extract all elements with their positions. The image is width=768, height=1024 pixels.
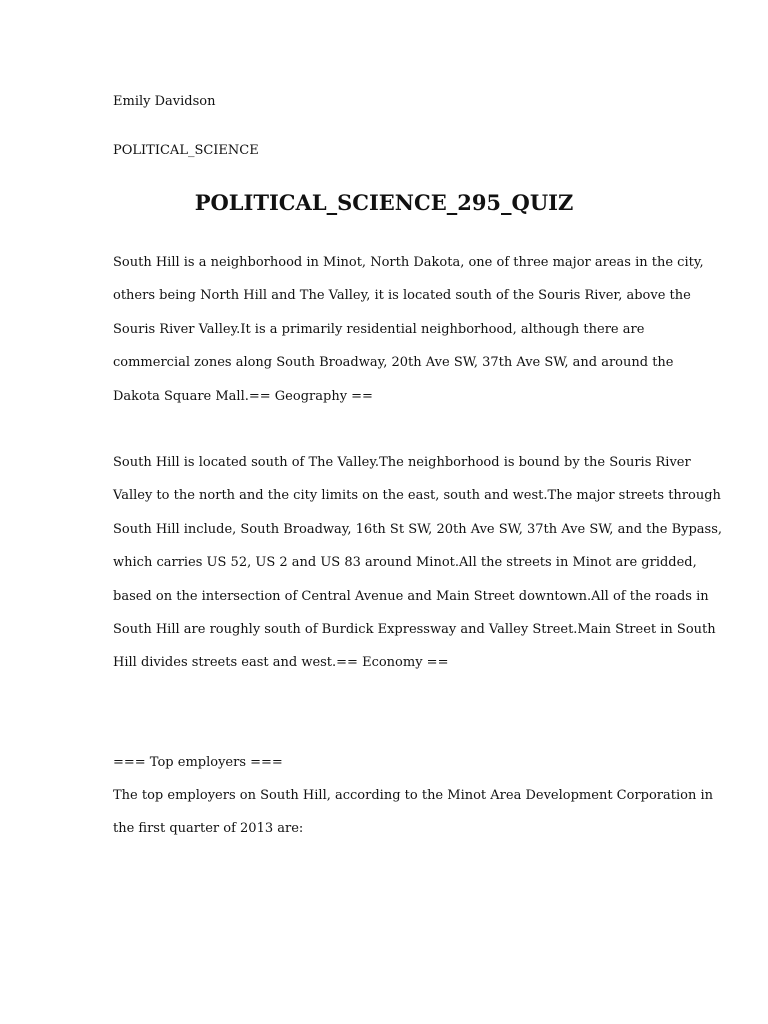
course-name: POLITICAL_SCIENCE [113,143,259,158]
paragraph-top-employers [113,788,714,855]
paragraph-south-hill-intro [113,255,704,422]
text-line: based on the intersection of Central Avenue and Main Street downtown.All of the roads in [113,588,709,604]
text-line: South Hill are roughly south of Burdick Expressway and Valley Street.Main Street in South [113,621,716,637]
text-line: which carries US 52, US 2 and US 83 around Minot.All the streets in Minot are gridded, [113,555,697,571]
text-line: Souris River Valley.It is a primarily residential neighborhood, although there are [113,321,645,337]
text-line: South Hill is a neighborhood in Minot, North Dakota, one of three major areas in the city, [113,255,704,270]
text-line: others being North Hill and The Valley, it is located south of the Souris River, above the [113,288,691,304]
text-line: commercial zones along South Broadway, 20th Ave SW, 37th Ave SW, and around the [113,355,674,371]
text-line: Hill divides streets east and west.== Economy == [113,655,449,671]
text-line: Valley to the north and the city limits on the east, south and west.The major streets through [113,488,721,504]
text-line: The top employers on South Hill, according to the Minot Area Development Corporation in [113,788,714,803]
text-line: South Hill is located south of The Valley.The neighborhood is bound by the Souris River [113,455,691,470]
document-title: POLITICAL_SCIENCE_295_QUIZ [194,190,574,215]
author-name: Emily Davidson [113,94,216,109]
paragraph-geography [113,455,723,689]
text-line: the first quarter of 2013 are: [113,821,304,837]
text-line: South Hill include, South Broadway, 16th St SW, 20th Ave SW, 37th Ave SW, and the Bypass, [113,521,723,537]
section-heading-top-employers: === Top employers === [113,755,283,770]
text-line: Dakota Square Mall.== Geography == [113,388,373,404]
